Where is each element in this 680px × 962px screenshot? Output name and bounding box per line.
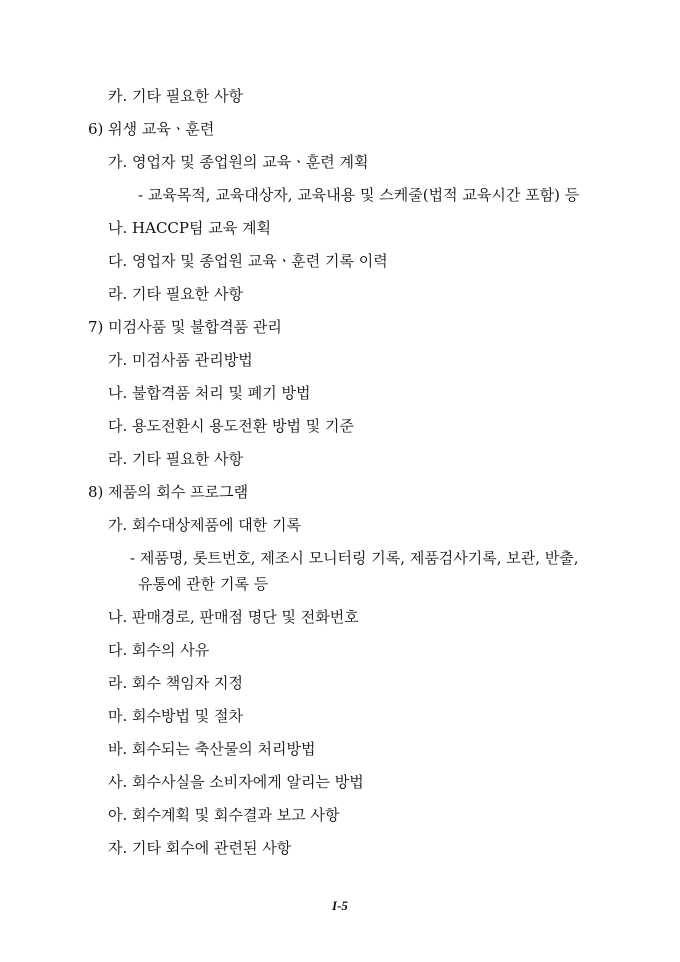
item-da-recall-reason: 다. 회수의 사유	[108, 641, 210, 659]
page-number: I-5	[332, 898, 348, 913]
item-ga-uninspected-method: 가. 미검사품 관리방법	[108, 351, 253, 369]
item-sa-consumer-notice: 사. 회수사실을 소비자에게 알리는 방법	[108, 773, 364, 791]
item-na-sales-route: 나. 판매경로, 판매점 명단 및 전화번호	[108, 608, 359, 626]
item-ra-other: 라. 기타 필요한 사항	[108, 285, 243, 303]
item-da-use-conversion: 다. 용도전환시 용도전환 방법 및 기준	[108, 417, 354, 435]
item-a-recall-report: 아. 회수계획 및 회수결과 보고 사항	[108, 806, 340, 824]
detail-recall-record-line1: - 제품명, 롯트번호, 제조시 모니터링 기록, 제품검사기록, 보관, 반출,	[130, 549, 579, 567]
item-ma-recall-procedure: 마. 회수방법 및 절차	[108, 707, 243, 725]
section-8-recall-program: 8) 제품의 회수 프로그램	[88, 483, 249, 501]
item-ja-other-recall: 자. 기타 회수에 관련된 사항	[108, 839, 292, 857]
detail-training-content: - 교육목적, 교육대상자, 교육내용 및 스케줄(법적 교육시간 포함) 등	[138, 186, 580, 204]
item-ga-training-plan: 가. 영업자 및 종업원의 교육ㆍ훈련 계획	[108, 153, 369, 171]
detail-recall-record-line2: 유통에 관한 기록 등	[138, 575, 269, 593]
section-7-uninspected-management: 7) 미검사품 및 불합격품 관리	[88, 318, 282, 336]
item-ba-recalled-product-handling: 바. 회수되는 축산물의 처리방법	[108, 740, 316, 758]
item-ga-recall-record: 가. 회수대상제품에 대한 기록	[108, 516, 301, 534]
item-ra-recall-manager: 라. 회수 책임자 지정	[108, 674, 243, 692]
item-na-haccp-team-plan: 나. HACCP팀 교육 계획	[108, 219, 271, 237]
item-na-rejected-disposal: 나. 불합격품 처리 및 폐기 방법	[108, 384, 311, 402]
item-ra-other: 라. 기타 필요한 사항	[108, 450, 243, 468]
item-da-training-record: 다. 영업자 및 종업원 교육ㆍ훈련 기록 이력	[108, 252, 388, 270]
section-6-hygiene-training: 6) 위생 교육ㆍ훈련	[88, 120, 215, 138]
item-ka-other: 카. 기타 필요한 사항	[108, 87, 243, 105]
